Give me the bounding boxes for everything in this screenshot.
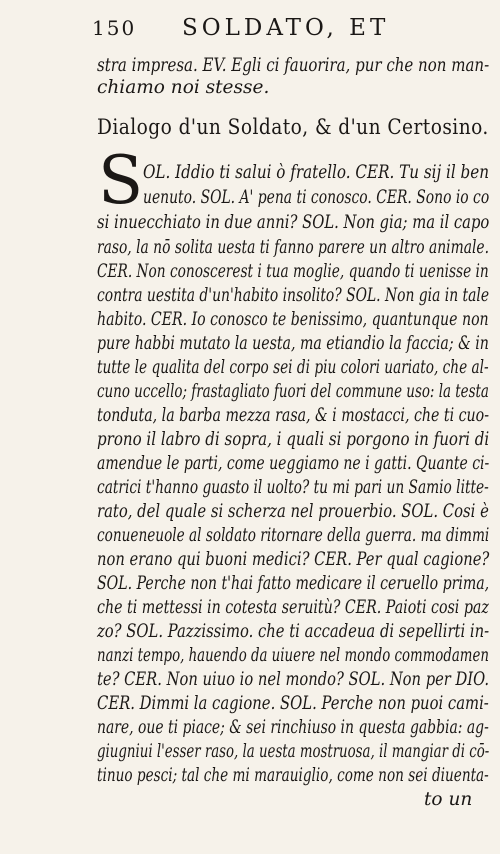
drop-cap-initial: S: [98, 142, 144, 219]
text-line: raso, la nō solita uesta ti fanno parere un altro animale.: [97, 237, 489, 258]
text-line: CER. Non conoscerest i tua moglie, quando ti uenisse in: [97, 261, 489, 282]
page-number: 150: [92, 16, 137, 40]
text-line: tinuo pesci; tal che mi marauiglio, come non sei diuenta-: [97, 765, 489, 786]
text-line: amendue le parti, come ueggiamo ne i gatti. Quante ci-: [97, 453, 490, 474]
dialogue-heading: Dialogo d'un Soldato, & d'un Certosino.: [97, 115, 489, 140]
catchword: to un: [424, 789, 473, 810]
text-line: te? CER. Non uiuo io nel mondo? SOL. Non per DIO.: [97, 669, 489, 690]
text-line: che ti mettessi in cotesta seruitù? CER. Paioti cosi paz: [97, 597, 489, 618]
text-line: OL. Iddio ti salui ò fratello. CER. Tu sij il ben: [143, 162, 489, 183]
text-line: prono il labro di sopra, i quali si porgono in fuori di: [97, 429, 490, 450]
text-line: tonduta, la barba mezza rasa, & i mostacci, che ti cuo-: [97, 405, 489, 426]
text-line: rato, del quale si scherza nel prouerbio. SOL. Cosi è: [97, 501, 489, 522]
text-line: catrici t'hanno guasto il uolto? tu mi pari un Samio litte-: [97, 477, 489, 498]
text-line: conueneuole al soldato ritornare della guerra. ma dimmi: [97, 525, 490, 546]
text-line: cuno uccello; frastagliato fuori del commune uso: la testa: [97, 381, 489, 402]
running-head: [92, 10, 480, 46]
text-line: zo? SOL. Pazzissimo. che ti accadeua di sepellirti in-: [97, 621, 490, 642]
text-line: si inuecchiato in due anni? SOL. Non gia; ma il capo: [97, 212, 490, 233]
text-line: habito. CER. Io conosco te benissimo, quantunque non: [97, 309, 489, 330]
text-line: tutte le qualita del corpo sei di piu colori uariato, che al-: [97, 357, 489, 378]
continuation-line: stra impresa. EV. Egli ci fauorira, pur che non man-: [97, 55, 490, 76]
text-line: contra uestita d'un'habito insolito? SOL. Non gia in tale: [97, 285, 490, 306]
text-line: nare, oue ti piace; & sei rinchiuso in questa gabbia: ag-: [97, 717, 489, 738]
running-title: SOLDATO, ET: [182, 15, 390, 41]
text-line: non erano qui buoni medici? CER. Per qual cagione?: [97, 549, 490, 570]
text-line: giugniui l'esser raso, la uesta mostruosa, il mangiar di cō-: [97, 741, 490, 762]
text-line: uenuto. SOL. A' pena ti conosco. CER. Sono io co: [143, 187, 490, 208]
text-line: CER. Dimmi la cagione. SOL. Perche non puoi cami-: [97, 693, 489, 714]
text-line: nanzi tempo, hauendo da uiuere nel mondo commodamen: [97, 645, 489, 666]
text-line: pure habbi mutato la uesta, ma etiandio la faccia; & in: [97, 333, 489, 354]
text-line: SOL. Perche non t'hai fatto medicare il ceruello prima,: [97, 573, 490, 594]
continuation-line: chiamo noi stesse.: [97, 77, 270, 98]
